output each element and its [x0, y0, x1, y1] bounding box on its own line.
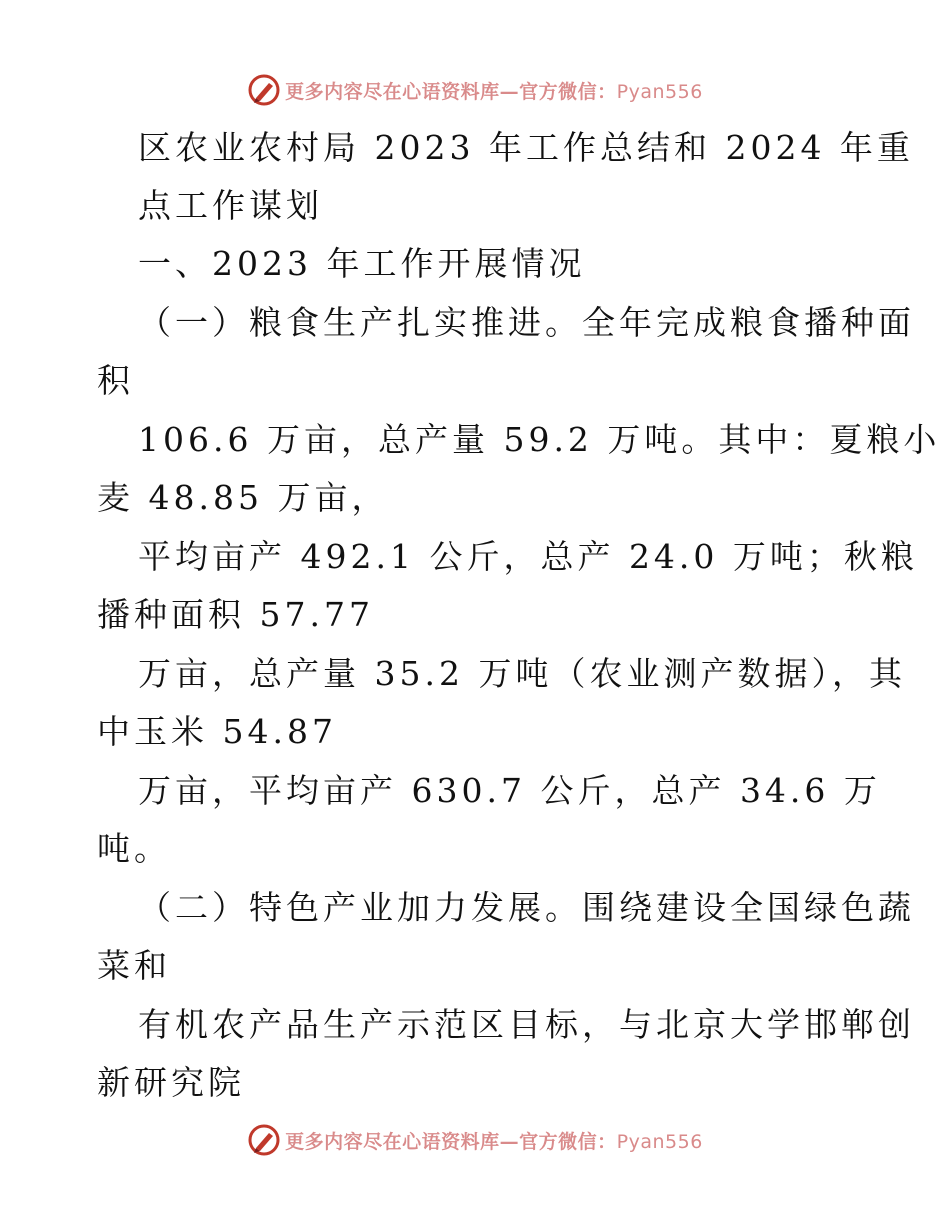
banner-text: 更多内容尽在心语资料库—官方微信：Pyan556	[285, 1130, 703, 1153]
paragraph-line: 平均亩产 492.1 公斤，总产 24.0 万吨；秋粮	[138, 537, 918, 576]
pen-logo-icon	[247, 73, 281, 107]
paragraph-line: 吨。	[97, 829, 171, 868]
paragraph-line: 万亩，平均亩产 630.7 公斤，总产 34.6 万	[138, 771, 881, 810]
title-line-2: 点工作谋划	[138, 186, 323, 225]
paragraph-line: 106.6 万亩，总产量 59.2 万吨。其中：夏粮小	[138, 420, 941, 459]
paragraph-line: 积	[97, 361, 134, 400]
paragraph-line: 万亩，总产量 35.2 万吨（农业测产数据），其	[138, 654, 906, 693]
pen-logo-icon	[247, 1123, 281, 1157]
paragraph-line: 麦 48.85 万亩，	[97, 478, 389, 517]
paragraph-line: 有机农产品生产示范区目标，与北京大学邯郸创	[138, 1005, 915, 1044]
paragraph-line: 新研究院	[97, 1063, 245, 1102]
section-heading: 一、2023 年工作开展情况	[138, 244, 586, 283]
watermark-banner-bottom	[0, 1120, 950, 1160]
paragraph-line: 播种面积 57.77	[97, 595, 374, 634]
watermark-banner-top	[0, 70, 950, 110]
paragraph-line: （一）粮食生产扎实推进。全年完成粮食播种面	[138, 303, 915, 342]
paragraph-line: 菜和	[97, 946, 171, 985]
banner-text: 更多内容尽在心语资料库—官方微信：Pyan556	[285, 80, 703, 103]
paragraph-line: 中玉米 54.87	[97, 712, 337, 751]
title-line-1: 区农业农村局 2023 年工作总结和 2024 年重	[138, 128, 914, 167]
paragraph-line: （二）特色产业加力发展。围绕建设全国绿色蔬	[138, 888, 915, 927]
